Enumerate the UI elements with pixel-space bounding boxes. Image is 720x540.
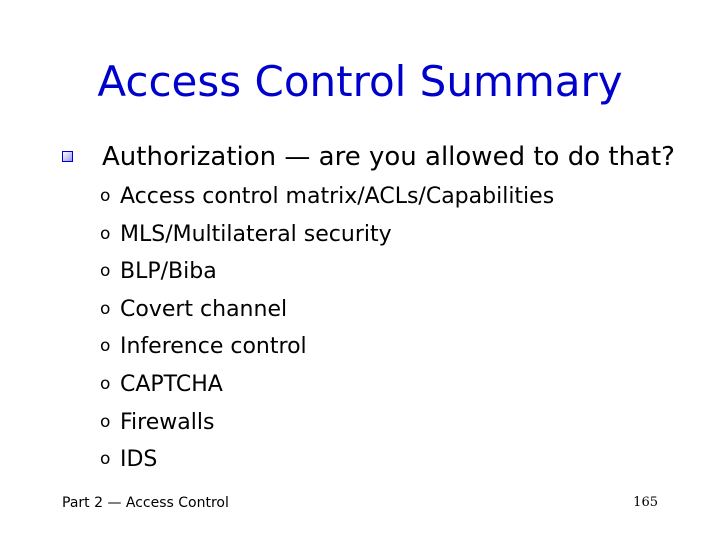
circle-bullet-icon: o <box>100 449 111 470</box>
page-number: 165 <box>633 495 658 510</box>
square-bullet-icon <box>62 151 73 162</box>
circle-bullet-icon: o <box>100 186 111 206</box>
sub-bullet-text: BLP/Biba <box>120 259 217 285</box>
sub-bullet-item <box>100 404 700 442</box>
sub-bullet-item <box>100 178 700 216</box>
sub-bullet-text: Covert channel <box>120 296 288 322</box>
circle-bullet-icon: o <box>100 336 111 357</box>
sub-bullet-item <box>100 216 700 254</box>
sub-bullet-item <box>100 253 700 291</box>
sub-bullet-list <box>100 178 700 479</box>
sub-bullet-item <box>100 328 700 366</box>
sub-bullet-text: IDS <box>120 447 158 473</box>
circle-bullet-icon: o <box>100 223 111 244</box>
sub-bullet-text: Access control matrix/ACLs/Capabilities <box>120 184 555 209</box>
circle-bullet-icon: o <box>100 261 111 282</box>
circle-bullet-icon: o <box>100 411 111 432</box>
circle-bullet-icon: o <box>100 373 111 394</box>
sub-bullet-text: Firewalls <box>120 409 215 435</box>
sub-bullet-item <box>100 291 700 329</box>
sub-bullet-text: MLS/Multilateral security <box>120 221 392 247</box>
sub-bullet-item <box>100 366 700 404</box>
circle-bullet-icon: o <box>100 298 111 319</box>
slide-title: Access Control Summary <box>97 57 623 106</box>
sub-bullet-text: Inference control <box>120 334 307 360</box>
main-bullet-text: Authorization — are you allowed to do that? <box>102 142 675 172</box>
sub-bullet-item <box>100 441 700 479</box>
footer-section-label: Part 2 — Access Control <box>62 495 229 511</box>
sub-bullet-text: CAPTCHA <box>120 371 223 397</box>
main-bullet <box>62 138 702 176</box>
